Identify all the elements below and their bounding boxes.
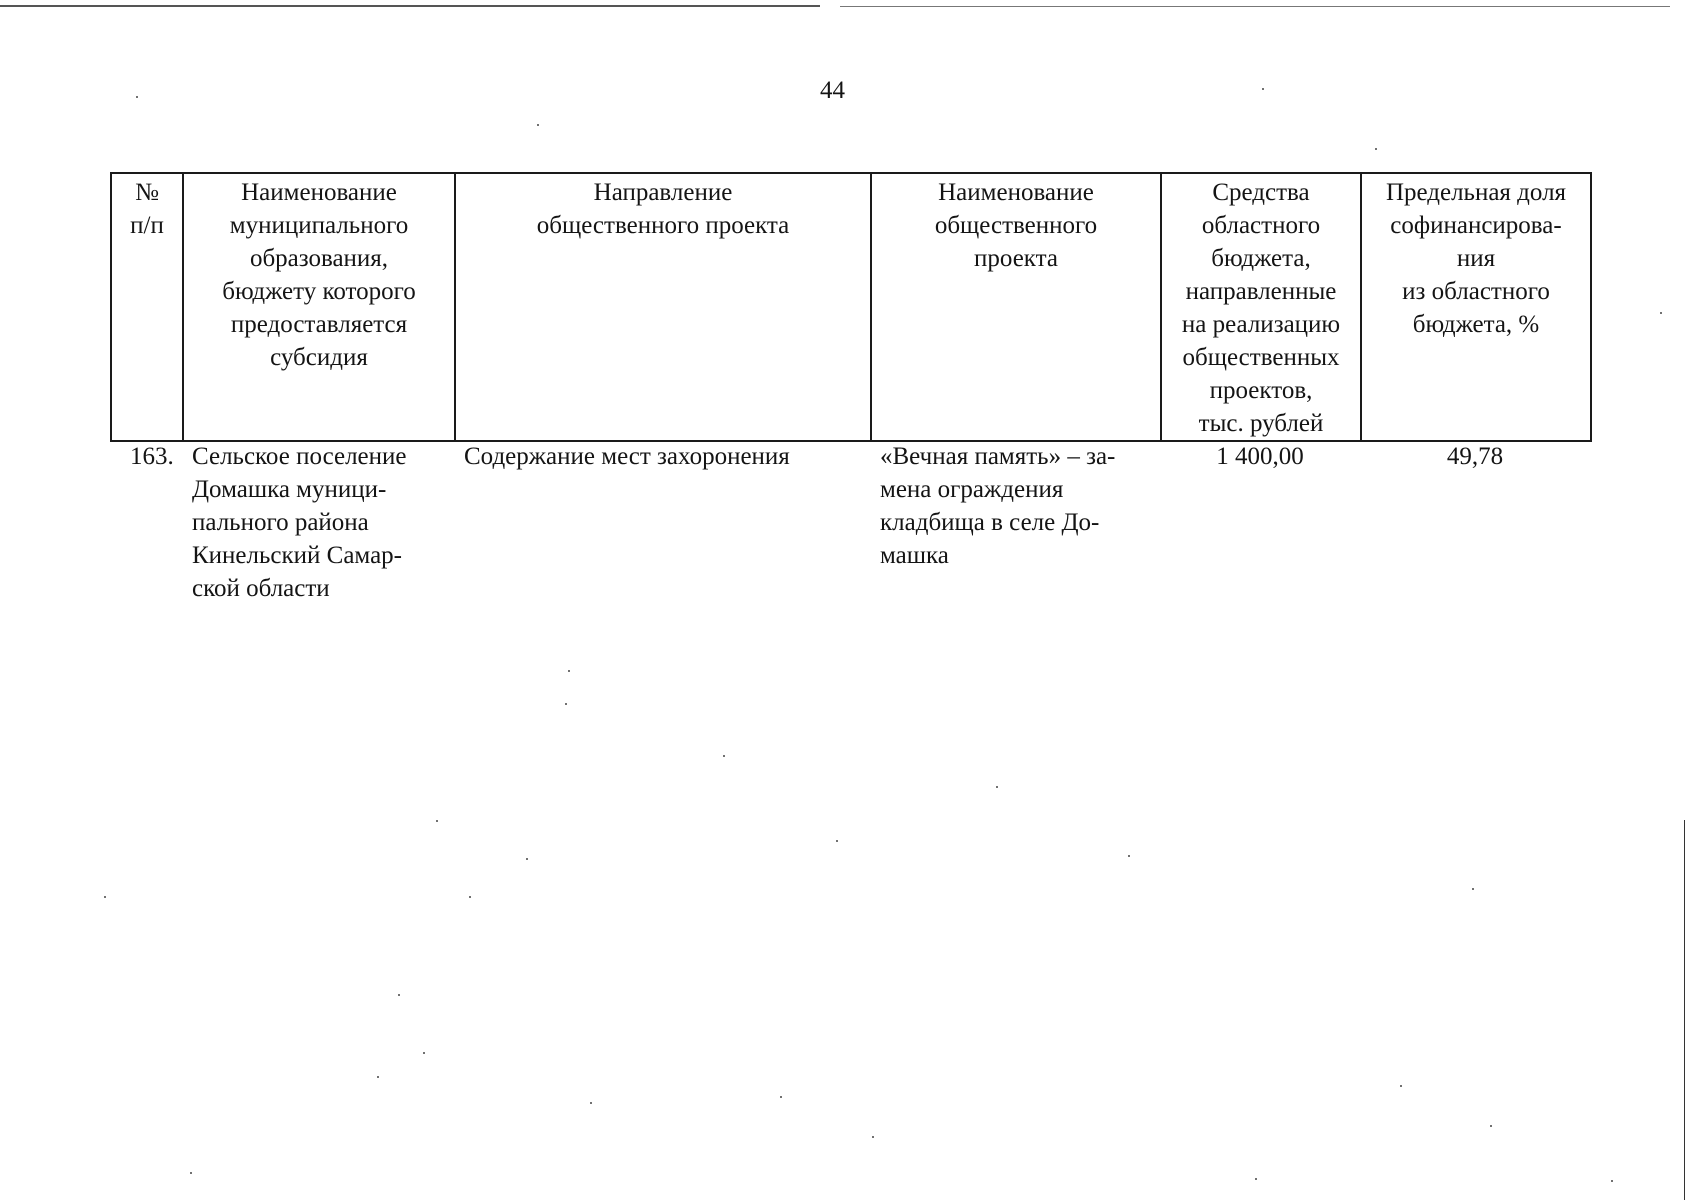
row-direction bbox=[464, 440, 874, 473]
text-line: бюджета, bbox=[1211, 245, 1311, 272]
text-line: п/п bbox=[130, 212, 164, 239]
scan-speck bbox=[780, 1096, 782, 1098]
scan-speck bbox=[1660, 312, 1662, 314]
scan-speck bbox=[436, 820, 438, 822]
text-line: общественного bbox=[934, 212, 1098, 239]
header-cell-direction bbox=[455, 173, 871, 441]
text-line: Кинельский Самар- bbox=[192, 542, 402, 569]
table-header bbox=[110, 172, 1592, 442]
header-cell-funds bbox=[1161, 173, 1361, 441]
text-line: тыс. рублей bbox=[1198, 410, 1324, 437]
header-cell-share bbox=[1361, 173, 1591, 441]
scan-top-edge-right bbox=[840, 6, 1670, 7]
text-line: Домашка муници- bbox=[192, 476, 387, 503]
scan-speck bbox=[590, 1102, 592, 1104]
text-line: областного bbox=[1201, 212, 1321, 239]
text-line: № bbox=[135, 179, 159, 206]
scan-speck bbox=[526, 858, 528, 860]
scan-speck bbox=[469, 896, 471, 898]
scan-speck bbox=[565, 703, 567, 705]
text-line: общественных bbox=[1182, 344, 1340, 371]
text-line: пального района bbox=[192, 509, 369, 536]
scan-speck bbox=[872, 1136, 874, 1138]
scan-speck bbox=[568, 670, 570, 672]
row-municipality bbox=[192, 440, 442, 605]
scan-speck bbox=[723, 755, 725, 757]
text-line: Наименование bbox=[241, 179, 397, 206]
text-line: бюджета, % bbox=[1412, 311, 1540, 338]
scan-speck bbox=[136, 96, 138, 98]
scan-speck bbox=[1400, 1085, 1402, 1087]
text-line: ния bbox=[1456, 245, 1496, 272]
text-line: бюджету которого bbox=[222, 278, 416, 305]
header-cell-project-name bbox=[871, 173, 1161, 441]
scan-speck bbox=[836, 840, 838, 842]
header-cell-municipality bbox=[183, 173, 455, 441]
text-line: Направление bbox=[593, 179, 733, 206]
text-line: 1 400,00 bbox=[1216, 443, 1304, 470]
scan-speck bbox=[398, 994, 400, 996]
scan-speck bbox=[537, 124, 539, 126]
text-line: на реализацию bbox=[1181, 311, 1341, 338]
text-line: Сельское поселение bbox=[192, 443, 407, 470]
scan-speck bbox=[1255, 1178, 1257, 1180]
text-line: проекта bbox=[974, 245, 1058, 272]
scan-speck bbox=[377, 1076, 379, 1078]
text-line: кладбища в селе До- bbox=[880, 509, 1100, 536]
scan-speck bbox=[1472, 888, 1474, 890]
text-line: Средства bbox=[1212, 179, 1310, 206]
row-funds bbox=[1160, 440, 1360, 473]
row-number bbox=[130, 440, 186, 473]
subsidy-table bbox=[110, 172, 1592, 442]
text-line: ской области bbox=[192, 575, 330, 602]
text-line: мена ограждения bbox=[880, 476, 1064, 503]
text-line: из областного bbox=[1402, 278, 1550, 305]
scan-speck bbox=[104, 896, 106, 898]
text-line: 163. bbox=[130, 443, 174, 470]
text-line: предоставляется bbox=[230, 311, 408, 338]
text-line: образования, bbox=[249, 245, 389, 272]
scan-speck bbox=[1128, 855, 1130, 857]
row-project-name bbox=[880, 440, 1160, 572]
row-share bbox=[1360, 440, 1590, 473]
text-line: 49,78 bbox=[1446, 443, 1504, 470]
text-line: субсидия bbox=[270, 344, 368, 371]
scan-speck bbox=[996, 786, 998, 788]
text-line: Содержание мест захоронения bbox=[464, 443, 790, 470]
header-row bbox=[111, 173, 1591, 441]
scan-speck bbox=[423, 1052, 425, 1054]
page-number: 44 bbox=[820, 77, 845, 104]
scan-top-edge-left bbox=[0, 5, 820, 7]
text-line: софинансирова- bbox=[1390, 212, 1562, 239]
text-line: направленные bbox=[1185, 278, 1337, 305]
text-line: проектов, bbox=[1209, 377, 1313, 404]
text-line: общественного проекта bbox=[536, 212, 790, 239]
text-line: машка bbox=[880, 542, 949, 569]
text-line: «Вечная память» – за- bbox=[880, 443, 1116, 470]
header-cell-number bbox=[111, 173, 183, 441]
scan-speck bbox=[190, 1172, 192, 1174]
scan-speck bbox=[1490, 1125, 1492, 1127]
text-line: муниципального bbox=[229, 212, 409, 239]
scan-speck bbox=[1262, 88, 1264, 90]
scan-speck bbox=[1375, 148, 1377, 150]
text-line: Наименование bbox=[938, 179, 1094, 206]
scan-speck bbox=[1611, 1180, 1613, 1182]
text-line: Предельная доля bbox=[1385, 179, 1567, 206]
scan-right-edge bbox=[1684, 820, 1685, 1200]
